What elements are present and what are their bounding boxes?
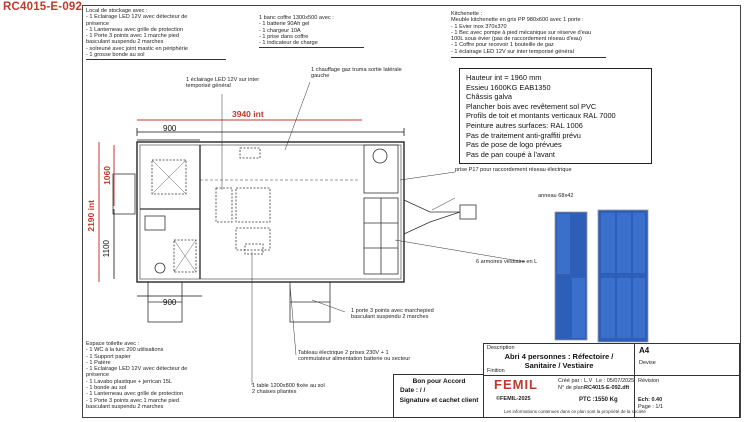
le-date: Le : 05/07/2025 [596, 378, 635, 384]
porte-note: 1 porte 3 points avec marchepied basculant suspendu 2 marches [351, 308, 434, 321]
dimension-height: 2190 int [86, 200, 96, 232]
tableau-note: Tableau électrique 2 prises 230V + 1 commutateur alimentation batterie ou secteur [298, 350, 411, 363]
approval-signature: Signature et cachet client [399, 397, 479, 404]
bench [240, 148, 260, 158]
gas-heater-note: 1 chauffage gaz truma sortie latérale gauche [311, 67, 402, 80]
prise-note: prise P17 pour raccordement réseau électrique [455, 167, 572, 173]
wc [145, 216, 165, 230]
ptc: PTC :1550 Kg [579, 397, 618, 403]
hitch [460, 205, 476, 219]
title-line: Abri 4 personnes : Réfectoire / [504, 352, 614, 361]
drawbar [404, 200, 460, 234]
drawing-title [484, 352, 634, 370]
kitchen-notes: Kitchenette : Meuble kitchenette en gris PP 980x600 avec 1 porte : - 1 Evier inox 370x370 - 1 Bec avec pompe à pied mécanique sur réserve d'eau 100L sous évier (pas de raccordement réseau d'eau) - 1 Coffre pour recevoir 1 bouteille de gaz - 1 éclairage LED 12V sur inter temporisé général [451, 11, 592, 55]
locker-photo [555, 210, 648, 342]
title-block [483, 343, 740, 418]
spec-line: Pas de traitement anti-graffiti prévu [466, 130, 581, 140]
table [236, 188, 270, 222]
spec-line: Hauteur int = 1960 mm [466, 73, 542, 82]
storage-notes: Local de stockage avec : - 1 Eclairage LED 12V avec détecteur de présence - 1 Lanterneau avec grille de protection - 1 Porte 3 points avec 1 marche pied basculant suspendu 2 marches - solreuné avec joint mastic en périphérie - 1 grosse bonde au sol [86, 8, 188, 59]
dimension-bottom: 900 [163, 298, 177, 307]
vestiaire-note: 6 armoires vestiaire en L [476, 259, 538, 265]
plan-number: RC4015-E-092.dft [584, 385, 630, 391]
cree-par: Créé par : L.V [558, 378, 593, 384]
toilet-notes: Espace toilette avec : - 1 WC à la turc 200 utilisations - 1 Support papier - 1 Patère - 1 Eclairage LED 12V avec détecteur de présence - 1 Lavabo plastique + jerrican 15L - 1 bonde au sol - 1 Lanterneau avec grille de protection - 1 Porte 3 points avec 1 marche pied basculant suspendu 2 marches [86, 341, 188, 410]
devise-label: Devise [639, 360, 656, 366]
led-note: 1 éclairage LED 12V sur inter temporisé général [186, 77, 260, 90]
table-note: 1 table 1200x800 fixée au sol 2 chaises pliantes [252, 383, 325, 396]
plan-label: N° de plan [558, 385, 584, 391]
dimension-length: 3940 int [232, 109, 264, 119]
finition-label: Finition [487, 368, 505, 374]
reference-code: RC4015-E-092 [3, 1, 83, 13]
approval-box [393, 374, 485, 418]
revision: Révision [638, 378, 660, 384]
format-label: A4 [639, 346, 650, 355]
anneau-note: anneau 68x42 [538, 193, 574, 199]
page-number: Page : 1/1 [638, 404, 664, 410]
washbasin [155, 263, 165, 273]
spec-line: Essieu 1600KG EAB1350 [466, 82, 551, 92]
approval-date: Date : / / [400, 387, 426, 394]
spec-line: Plancher bois avec revêtement sol PVC [466, 101, 597, 111]
title-divider [484, 375, 739, 376]
spec-line: Pas de pan coupé à l'avant [466, 149, 555, 159]
coffre-notes: 1 banc coffre 1300x500 avec : - 1 batterie 90Ah gel - 1 chargeur 10A - 1 prise dans coffre - 1 indicateur de charge [259, 15, 334, 47]
wheel-left [113, 174, 135, 214]
spec-line: Pas de pose de logo prévues [466, 140, 562, 150]
description-label: Description [487, 345, 515, 351]
title-footer: Les informations contenues dans ce plan sont la propriété de la société [504, 409, 646, 414]
spec-line: Profils de toit et montants verticaux RAL 7000 [466, 111, 616, 121]
spec-line: Peinture autres surfaces: RAL 1006 [466, 120, 583, 130]
echelle: Ech: 0.40 [638, 397, 663, 403]
dimension-front: 900 [163, 124, 177, 133]
femil-logo: FEMIL [494, 377, 538, 392]
container-inner [140, 145, 401, 279]
kitchenette [364, 145, 398, 193]
approval-title: Bon pour Accord [412, 378, 466, 385]
sink-icon [373, 149, 387, 163]
spec-line: Châssis galva [466, 92, 513, 102]
title-line: Sanitaire / Vestiaire [524, 361, 594, 370]
dimension-side-a: 1060 [102, 166, 112, 185]
femil-copyright: ©FEMIL-2025 [496, 396, 531, 402]
dimension-side-b: 1100 [102, 240, 111, 258]
